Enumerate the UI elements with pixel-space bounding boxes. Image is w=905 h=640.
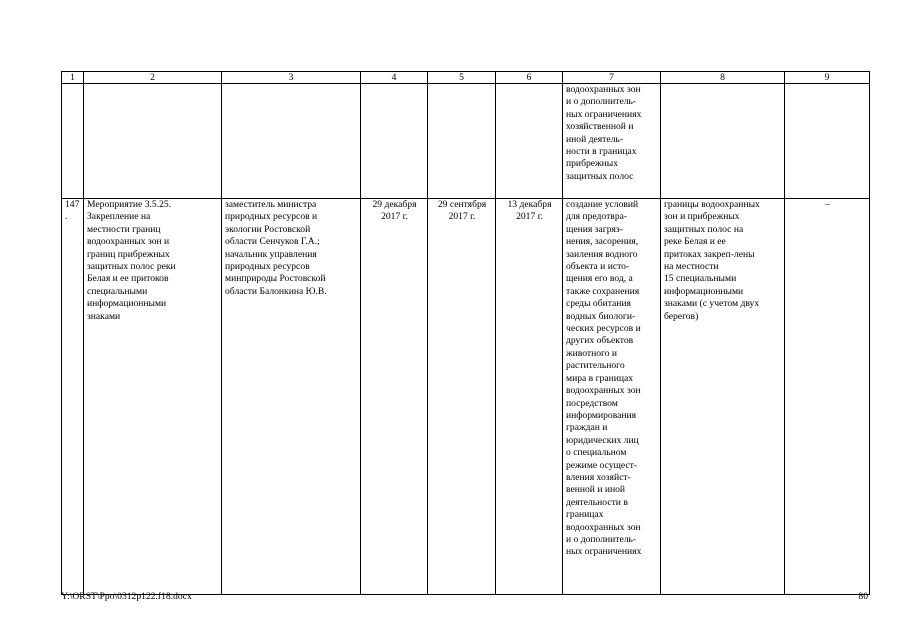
column-header-7: 7 [563,72,661,84]
text-line: берегов) [664,310,699,322]
text-line: иной деятель- [566,133,623,145]
plan-table [61,71,870,595]
text-line: экологии Ростовской [225,223,311,235]
text-line: информирования [566,409,637,421]
text-line: границ прибрежных [87,248,170,260]
text-line: водных биологи- [566,310,636,322]
text-line: границах [566,509,604,521]
text-line: ности в границах [566,146,637,158]
responsible-cell [222,199,361,595]
text-line: защитных полос на [664,223,744,235]
column-header-6: 6 [496,72,563,84]
text-line: режиме осущест- [566,459,638,471]
text-line: Закрепление на [87,211,151,223]
text-line: других объектов [566,335,634,347]
column-header-3: 3 [222,72,361,84]
table-row-147 [62,199,870,595]
text-line: области Балонкина Ю.В. [225,285,327,297]
column-header-9: 9 [785,72,870,84]
text-line: вления хозяйст- [566,471,631,483]
text-line: 13 декабря [507,199,552,210]
continued-cell-9 [785,84,870,199]
text-line: притоках закреп-лены [664,248,755,260]
result-cell [563,199,661,595]
text-line: информационными [87,298,167,310]
continued-row [62,84,870,199]
text-line: юридических лиц [566,434,639,446]
text-line: ных ограничениях [566,108,642,120]
text-line: создание условий [566,199,639,210]
indicator-cell [661,199,785,595]
text-line: ных ограничениях [566,546,642,558]
activity-cell [84,199,222,595]
text-line: венной и иной [566,484,626,496]
text-line: объекта и исто- [566,261,630,273]
text-line: заиления водного [566,248,638,260]
text-line: 29 декабря [372,199,417,210]
footer-page-number: 80 [858,591,868,602]
text-line: 2017 г. [448,211,476,223]
text-line: границы водоохранных [664,199,760,210]
text-line: реке Белая и ее [664,236,726,248]
text-line: области Сенчуков Г.А.; [225,236,320,248]
row-number-cell: 147. [62,199,84,595]
text-line: защитных полос реки [87,261,176,273]
note-cell: – [785,199,870,595]
text-line: граждан и [566,422,608,434]
text-line: мира в границах [566,372,634,384]
text-line: и о дополнитель- [566,533,637,545]
text-line: зон и прибрежных [664,211,740,223]
text-line: 29 сентября [437,199,487,210]
plan-date-cell [428,199,496,595]
column-header-5: 5 [428,72,496,84]
text-line: деятельности в [566,496,628,508]
text-line: нения, засорения, [566,236,639,248]
text-line: Белая и ее притоков [87,273,169,285]
column-header-1: 1 [62,72,84,84]
text-line: 2017 г. [381,211,408,223]
column-number-row [62,72,870,84]
continued-result-cell [563,84,661,199]
text-line: ческих ресурсов и [566,323,641,335]
continued-cell-4 [361,84,428,199]
continued-cell-5 [428,84,496,199]
continued-cell-6 [496,84,563,199]
column-header-8: 8 [661,72,785,84]
text-line: среды обитания [566,298,631,310]
text-line: знаками (с учетом двух [664,298,760,310]
text-line: 15 специальными [664,273,737,285]
document-page [61,71,869,595]
continued-cell-2 [84,84,222,199]
text-line: 2017 г. [516,211,543,223]
start-date-cell [361,199,428,595]
text-line: водоохранных зон [566,84,641,95]
continued-cell-3 [222,84,361,199]
text-line: заместитель министра [225,199,317,210]
text-line: природных ресурсов и [225,211,318,223]
text-line: информационными [664,285,744,297]
text-line: щения его вод, а [566,273,633,285]
text-line: о специальном [566,447,627,459]
text-line: для предотвра- [566,211,628,223]
text-line: начальник управления [225,248,317,260]
text-line: водоохранных зон [566,385,641,397]
text-line: прибрежных [566,158,619,170]
text-line: также сохранения [566,285,640,297]
column-header-2: 2 [84,72,222,84]
text-line: на местности [664,261,719,273]
text-line: щения загряз- [566,223,623,235]
text-line: защитных полос [566,170,634,182]
text-line: специальными [87,285,148,297]
text-line: растительного [566,360,625,372]
text-line: природных ресурсов [225,261,310,273]
continued-cell-8 [661,84,785,199]
text-line: водоохранных зон [566,521,641,533]
text-line: местности границ [87,223,161,235]
text-line: знаками [87,310,121,322]
text-line: Мероприятие 3.5.25. [87,199,172,210]
text-line: водоохранных зон и [87,236,170,248]
text-line: посредством [566,397,618,409]
text-line: минприроды Ростовской [225,273,326,285]
end-date-cell [496,199,563,595]
footer-file-path: Y:\ORST\Ppo\0312p122.f18.docx [61,591,192,602]
text-line: животного и [566,347,618,359]
text-line: и о дополнитель- [566,96,637,108]
column-header-4: 4 [361,72,428,84]
text-line: хозяйственной и [566,121,634,133]
continued-cell-1 [62,84,84,199]
